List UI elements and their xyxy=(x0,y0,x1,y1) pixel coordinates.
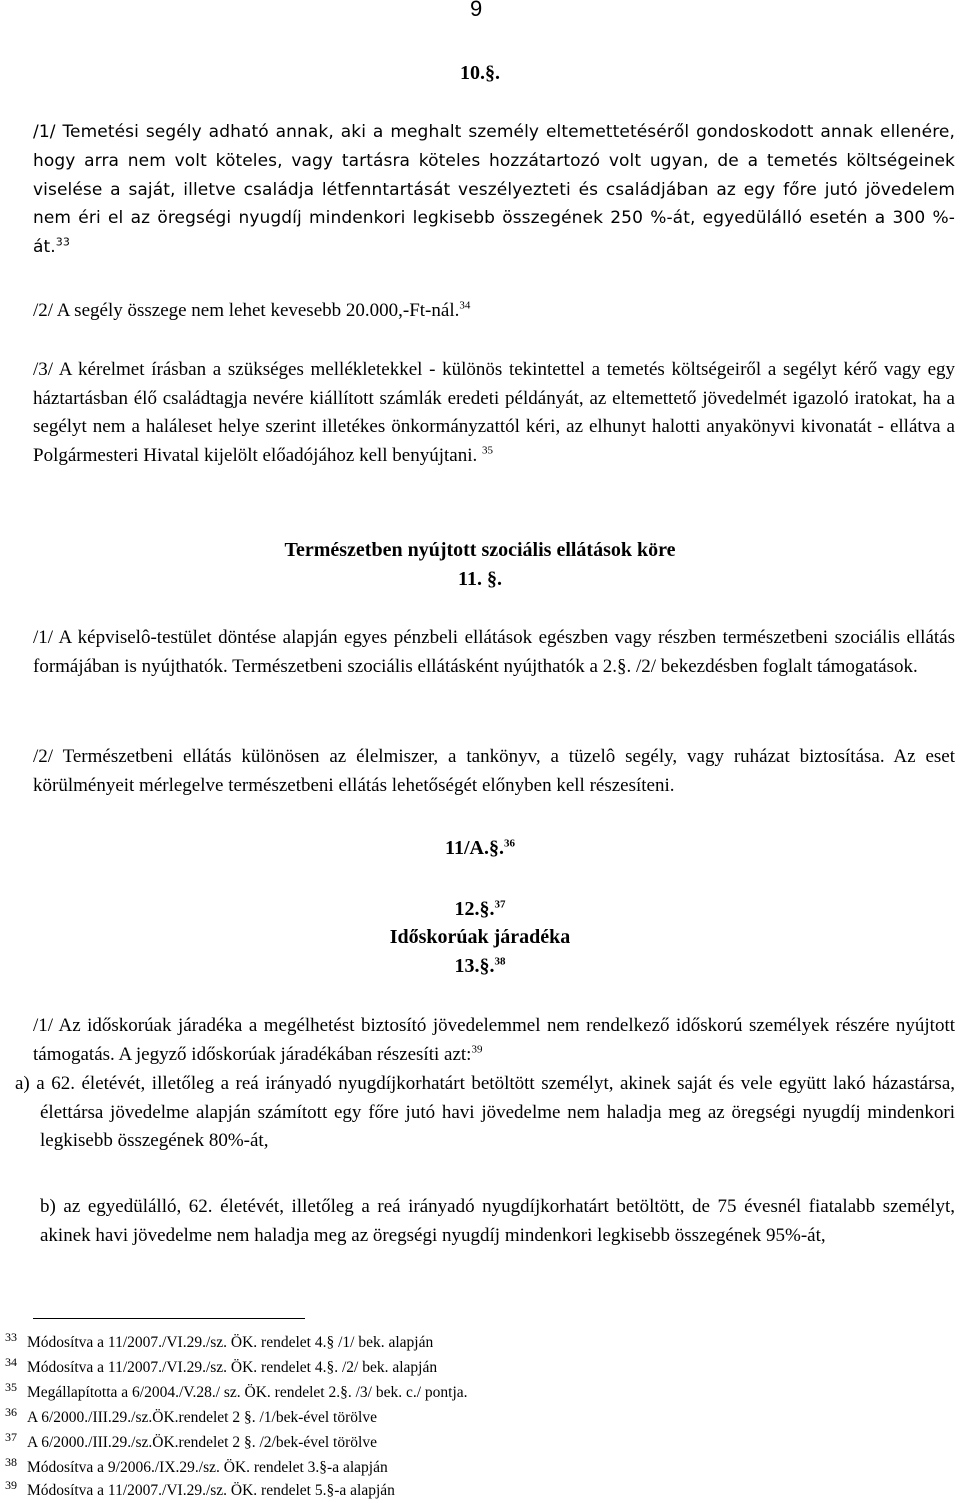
section-heading-10: 10.§. xyxy=(460,62,500,84)
footnote-number: 36 xyxy=(5,1405,17,1419)
footnote-33 xyxy=(5,1330,433,1352)
paragraph-10-3 xyxy=(33,356,955,470)
footnote-text: A 6/2000./III.29./sz.ÖK.rendelet 2 §. /2/bek-ével törölve xyxy=(27,1434,377,1451)
footnote-ref: 38 xyxy=(494,955,506,968)
section-heading-11a xyxy=(0,837,960,860)
page-number: 9 xyxy=(470,0,483,21)
paragraph-10-1 xyxy=(33,118,955,262)
footnote-ref: 36 xyxy=(503,837,515,850)
footnote-ref: 33 xyxy=(55,235,70,249)
footnote-ref: 34 xyxy=(459,299,471,312)
footnote-text: A 6/2000./III.29./sz.ÖK.rendelet 2 §. /1/bek-ével törölve xyxy=(27,1409,377,1426)
footnote-number: 35 xyxy=(5,1380,17,1394)
heading-elderly-allowance: Időskorúak járadéka xyxy=(389,926,571,948)
section-heading-12 xyxy=(0,898,960,921)
section-heading-11: 11. §. xyxy=(458,568,502,590)
footnote-38 xyxy=(5,1455,388,1477)
footnote-number: 34 xyxy=(5,1355,17,1369)
paragraph-13-1 xyxy=(33,1012,955,1069)
footnote-37 xyxy=(5,1430,377,1452)
section-label: 11/A.§. xyxy=(445,837,504,859)
footnote-text: Módosítva a 11/2007./VI.29./sz. ÖK. rendelet 4.§. /2/ bek. alapján xyxy=(27,1359,438,1376)
heading-natural-benefits: Természetben nyújtott szociális ellátások köre xyxy=(284,539,676,561)
list-item-a: a) a 62. életévét, illetőleg a reá irányadó nyugdíjkorhatárt betöltött személyt, akinek saját és vele együtt lakó házastársa, élettársa jövedelme alapján számított egy főre jutó havi jövedelme nem haladja meg az öregségi nyugdíj mindenkori legkisebb összegének 80%-át, xyxy=(15,1073,955,1151)
paragraph-11-1: /1/ A képviselô-testület döntése alapján egyes pénzbeli ellátások egészben vagy részben természetbeni szociális ellátás formájában is nyújthatók. Természetbeni szociális ellátásként nyújthatók a 2.§. /2/ bekezdésben foglalt támogatások. xyxy=(33,627,955,677)
footnote-35 xyxy=(5,1380,468,1402)
section-label: 13.§. xyxy=(454,955,495,977)
paragraph-text: /2/ A segély összege nem lehet kevesebb 20.000,-Ft-nál. xyxy=(33,300,460,321)
footnote-text: Megállapította a 6/2004./V.28./ sz. ÖK. rendelet 2.§. /3/ bek. c./ pontja. xyxy=(27,1384,468,1401)
section-heading-13 xyxy=(0,955,960,978)
footnote-text: Módosítva a 11/2007./VI.29./sz. ÖK. rendelet 4.§ /1/ bek. alapján xyxy=(27,1334,434,1351)
paragraph-text: /3/ A kérelmet írásban a szükséges mellékletekkel - különös tekintettel a temetés költségeiről a segélyt kérő vagy egy háztartásban élő családtagja nevére kiállított számlák eredeti példányát, az eltemettető jövedelmét igazoló iratokat, ha a segélyt nem a haláleset helye szerint illetékes önkormányzattól kéri, az elhunyt halotti anyakönyvi kivonatát - ellátva a Polgármesteri Hivatal kijelölt előadójához kell benyújtani. xyxy=(33,359,955,466)
footnote-34 xyxy=(5,1355,437,1377)
footnote-number: 33 xyxy=(5,1330,17,1344)
paragraph-10-2 xyxy=(33,300,470,322)
footnote-text: Módosítva a 11/2007./VI.29./sz. ÖK. rendelet 5.§-a alapján xyxy=(27,1482,395,1499)
footnote-number: 37 xyxy=(5,1430,17,1444)
footnote-number: 39 xyxy=(5,1478,17,1492)
footnote-36 xyxy=(5,1405,377,1427)
footnote-text: Módosítva a 9/2006./IX.29./sz. ÖK. rendelet 3.§-a alapján xyxy=(27,1459,388,1476)
paragraph-text: /1/ Az időskorúak járadéka a megélhetést biztosító jövedelemmel nem rendelkező időskorú személyek részére nyújtott támogatás. A jegyző időskorúak járadékában részesíti azt: xyxy=(33,1015,955,1065)
footnote-divider xyxy=(33,1318,305,1319)
footnote-39 xyxy=(5,1478,395,1500)
footnote-ref: 37 xyxy=(494,898,506,911)
footnote-ref: 39 xyxy=(471,1043,483,1056)
footnote-ref: 35 xyxy=(482,444,494,457)
section-label: 12.§. xyxy=(454,898,495,920)
paragraph-text: /1/ Temetési segély adható annak, aki a meghalt személy eltemettetéséről gondoskodott annak ellenére, hogy arra nem volt köteles, vagy tartásra köteles hozzátartozó volt ugyan, de a temetés költségeinek viselése a saját, illetve családja létfenntartását veszélyezteti és családjában az egy főre jutó jövedelem nem éri el az öregségi nyugdíj mindenkori legkisebb összegének 250 %-át, egyedülálló esetén a 300 %-át. xyxy=(33,122,955,258)
footnote-number: 38 xyxy=(5,1455,17,1469)
paragraph-11-2: /2/ Természetbeni ellátás különösen az élelmiszer, a tankönyv, a tüzelô segély, vagy ruházat biztosítása. Az eset körülményeit mérlegelve természetbeni ellátás lehetőségét előnyben kell részesíteni. xyxy=(33,746,955,796)
list-item-b: b) az egyedülálló, 62. életévét, illetőleg a reá irányadó nyugdíjkorhatárt betöltött, de 75 évesnél fiatalabb személyt, akinek havi jövedelme nem haladja meg az öregségi nyugdíj mindenkori legkisebb összegének 95%-át, xyxy=(40,1196,955,1246)
